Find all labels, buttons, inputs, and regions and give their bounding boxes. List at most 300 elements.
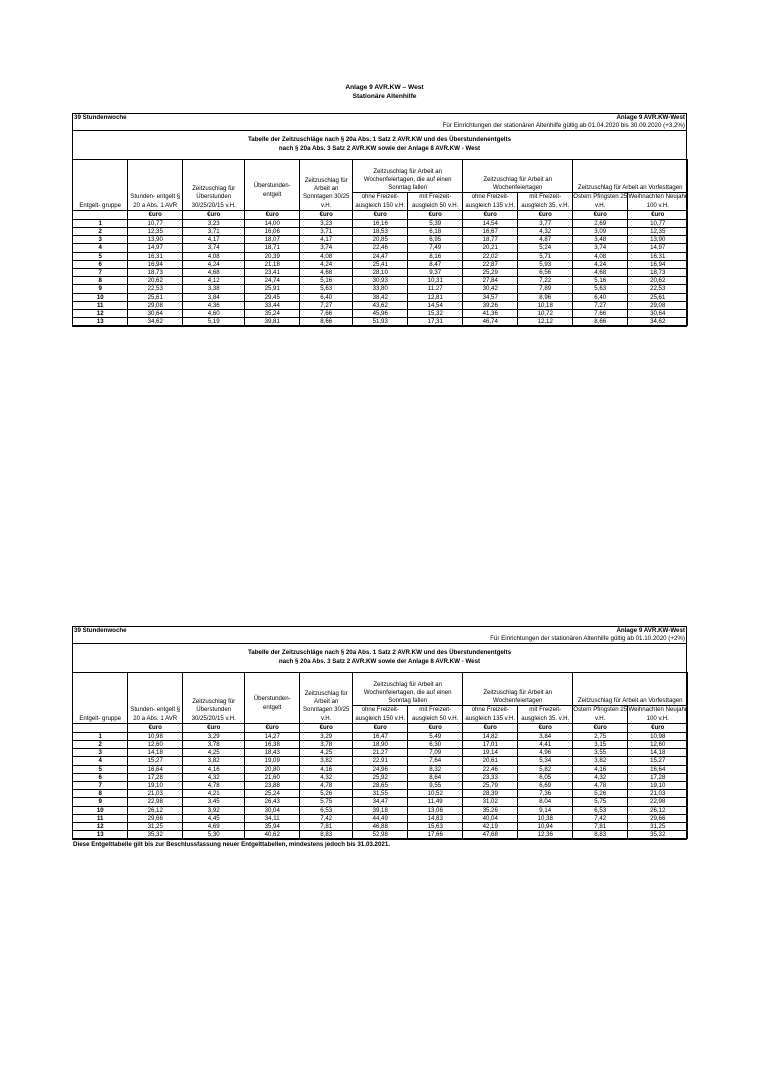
- value-cell: 5,26: [573, 790, 628, 798]
- value-cell: 18,77: [463, 236, 518, 244]
- value-cell: 4,78: [183, 781, 245, 789]
- col-header-hs-no-comp: ohne Freizeit- ausgleich 150 v.H.: [353, 706, 408, 723]
- value-cell: 34,57: [463, 293, 518, 301]
- table-row: [73, 740, 688, 748]
- value-cell: 9,55: [408, 781, 463, 789]
- value-cell: 26,43: [245, 798, 300, 806]
- value-cell: 8,32: [408, 765, 463, 773]
- value-cell: 22,98: [628, 798, 688, 806]
- value-cell: 30,93: [353, 277, 408, 285]
- value-cell: 3,29: [183, 732, 245, 740]
- annex-label: Anlage 9 AVR.KW-West: [616, 627, 685, 634]
- value-cell: 3,23: [183, 219, 245, 227]
- value-cell: 23,88: [245, 781, 300, 789]
- value-cell: 21,03: [128, 790, 183, 798]
- pay-group-cell: 11: [73, 301, 128, 309]
- value-cell: 10,77: [128, 219, 183, 227]
- value-cell: 3,71: [300, 227, 353, 235]
- value-cell: 10,77: [628, 219, 688, 227]
- value-cell: 39,26: [463, 301, 518, 309]
- value-cell: 17,28: [128, 773, 183, 781]
- table-title-line-1: Tabelle der Zeitzuschläge nach § 20a Abs. 1 Satz 2 AVR.KW und des Überstundenentgelts: [247, 649, 512, 657]
- unit-cell: €uro: [183, 210, 245, 219]
- value-cell: 12,60: [628, 740, 688, 748]
- value-cell: 16,64: [128, 765, 183, 773]
- pay-group-cell: 1: [73, 219, 128, 227]
- col-header-hs-no-comp: ohne Freizeit- ausgleich 150 v.H.: [353, 193, 408, 210]
- table-title-line-2: nach § 20a Abs. 3 Satz 2 AVR.KW sowie der Anlage 8 AVR.KW - West: [278, 145, 481, 153]
- value-cell: 22,46: [463, 765, 518, 773]
- value-cell: 3,84: [183, 293, 245, 301]
- value-cell: 6,95: [408, 236, 463, 244]
- value-cell: 8,66: [573, 318, 628, 326]
- value-cell: 6,69: [518, 781, 573, 789]
- value-cell: 8,96: [518, 293, 573, 301]
- pay-group-cell: 9: [73, 285, 128, 293]
- col-header-holiday-sunday: Zeitzuschlag für Arbeit an Wochenfeiertagen, die auf einen Sonntag fallen: [353, 160, 463, 193]
- value-cell: 35,24: [245, 309, 300, 317]
- table-frame: [72, 626, 687, 840]
- pay-group-cell: 7: [73, 781, 128, 789]
- value-cell: 35,26: [463, 806, 518, 814]
- value-cell: 28,39: [463, 790, 518, 798]
- unit-cell: €uro: [353, 723, 408, 732]
- value-cell: 3,74: [183, 244, 245, 252]
- value-cell: 10,31: [408, 277, 463, 285]
- value-cell: 5,39: [408, 219, 463, 227]
- value-cell: 18,43: [245, 749, 300, 757]
- col-header-eve-christmas: Weihnachten Neujahr 100 v.H.: [628, 706, 687, 722]
- value-cell: 15,27: [128, 757, 183, 765]
- value-cell: 4,68: [300, 268, 353, 276]
- table-row: [73, 732, 688, 740]
- col-header-eve: Zeitzuschlag für Arbeit an Vorfesttagen: [573, 673, 688, 706]
- pay-group-cell: 8: [73, 790, 128, 798]
- value-cell: 12,35: [128, 227, 183, 235]
- col-header-ot-pay: Überstunden- entgelt: [245, 673, 300, 723]
- value-cell: 31,25: [128, 822, 183, 830]
- value-cell: 26,12: [628, 806, 688, 814]
- value-cell: 47,68: [463, 831, 518, 839]
- value-cell: 3,82: [183, 757, 245, 765]
- table-row: [73, 268, 688, 276]
- table-row: [73, 236, 688, 244]
- value-cell: 11,49: [408, 798, 463, 806]
- value-cell: 34,11: [245, 814, 300, 822]
- table-row: [73, 309, 688, 317]
- value-cell: 24,47: [353, 252, 408, 260]
- col-header-eve-christmas: Weihnachten Neujahr 100 v.H.: [628, 193, 687, 209]
- value-cell: 3,48: [573, 236, 628, 244]
- value-cell: 3,71: [183, 227, 245, 235]
- table-row: [73, 798, 688, 806]
- col-header-sunday: Zeitzuschlag für Arbeit an Sonntagen 30/25 v.H.: [300, 160, 353, 210]
- table-row: [73, 260, 688, 268]
- unit-cell: €uro: [128, 210, 183, 219]
- value-cell: 34,62: [628, 318, 688, 326]
- unit-cell: [73, 723, 128, 732]
- col-header-hs-with-comp: mit Freizeit- ausgleich 50 v.H.: [408, 706, 463, 723]
- value-cell: 6,40: [300, 293, 353, 301]
- table-title: [73, 130, 686, 159]
- value-cell: 23,33: [463, 773, 518, 781]
- document-title: Anlage 9 AVR.KW – West: [345, 84, 424, 91]
- value-cell: 29,08: [128, 301, 183, 309]
- col-header-h-with-comp: mit Freizeit- ausgleich 35. v.H.: [518, 193, 573, 210]
- value-cell: 21,27: [353, 749, 408, 757]
- footnote: Diese Entgelttabelle gilt bis zur Beschlussfassung neuer Entgelttabellen, mindestens jedoch bis 31.03.2021.: [73, 841, 391, 849]
- value-cell: 25,24: [245, 790, 300, 798]
- value-cell: 18,07: [245, 236, 300, 244]
- value-cell: 7,49: [408, 244, 463, 252]
- value-cell: 8,16: [408, 252, 463, 260]
- value-cell: 34,47: [353, 798, 408, 806]
- pay-group-cell: 4: [73, 244, 128, 252]
- value-cell: 7,66: [573, 309, 628, 317]
- table-row: [73, 285, 688, 293]
- value-cell: 23,41: [245, 268, 300, 276]
- table-row: [73, 765, 688, 773]
- value-cell: 29,66: [628, 814, 688, 822]
- unit-cell: €uro: [463, 210, 518, 219]
- value-cell: 40,62: [245, 831, 300, 839]
- value-cell: 14,18: [628, 749, 688, 757]
- value-cell: 21,03: [628, 790, 688, 798]
- value-cell: 16,38: [245, 740, 300, 748]
- pay-group-cell: 3: [73, 236, 128, 244]
- value-cell: 4,16: [300, 765, 353, 773]
- value-cell: 17,28: [628, 773, 688, 781]
- week-label: 39 Stundenwoche: [74, 114, 127, 121]
- value-cell: 26,12: [128, 806, 183, 814]
- value-cell: 7,64: [408, 757, 463, 765]
- value-cell: 8,47: [408, 260, 463, 268]
- value-cell: 22,91: [353, 757, 408, 765]
- value-cell: 25,92: [353, 773, 408, 781]
- value-cell: 4,32: [300, 773, 353, 781]
- value-cell: 6,40: [573, 293, 628, 301]
- value-cell: 3,82: [300, 757, 353, 765]
- value-cell: 4,45: [183, 814, 245, 822]
- value-cell: 3,23: [300, 219, 353, 227]
- value-cell: 3,84: [518, 732, 573, 740]
- value-cell: 20,62: [628, 277, 688, 285]
- value-cell: 52,98: [353, 831, 408, 839]
- unit-cell: €uro: [628, 723, 688, 732]
- value-cell: 40,04: [463, 814, 518, 822]
- value-cell: 7,42: [300, 814, 353, 822]
- value-cell: 20,39: [245, 252, 300, 260]
- table-body: [73, 219, 688, 326]
- unit-cell: €uro: [573, 723, 628, 732]
- value-cell: 16,31: [128, 252, 183, 260]
- unit-cell: €uro: [128, 723, 183, 732]
- validity-text: Für Einrichtungen der stationären Altenhilfe gültig ab 01.10.2020 (+2%): [490, 635, 685, 643]
- value-cell: 31,02: [463, 798, 518, 806]
- value-cell: 4,87: [518, 236, 573, 244]
- value-cell: 10,72: [518, 309, 573, 317]
- surcharge-table: [72, 672, 688, 839]
- pay-group-cell: 8: [73, 277, 128, 285]
- table-row: [73, 301, 688, 309]
- value-cell: 8,83: [573, 831, 628, 839]
- unit-cell: €uro: [245, 723, 300, 732]
- value-cell: 41,36: [463, 309, 518, 317]
- value-cell: 4,68: [183, 268, 245, 276]
- pay-group-cell: 12: [73, 822, 128, 830]
- value-cell: 44,49: [353, 814, 408, 822]
- value-cell: 7,27: [300, 301, 353, 309]
- table-row: [73, 219, 688, 227]
- value-cell: 4,32: [573, 773, 628, 781]
- pay-group-cell: 2: [73, 740, 128, 748]
- unit-cell: €uro: [408, 723, 463, 732]
- pay-group-cell: 3: [73, 749, 128, 757]
- col-header-hs-with-comp: mit Freizeit- ausgleich 50 v.H.: [408, 193, 463, 210]
- value-cell: 7,81: [300, 822, 353, 830]
- value-cell: 12,81: [408, 293, 463, 301]
- value-cell: 5,19: [183, 318, 245, 326]
- col-header-eve: Zeitzuschlag für Arbeit an Vorfesttagen: [573, 160, 688, 193]
- value-cell: 3,09: [573, 227, 628, 235]
- value-cell: 14,82: [463, 732, 518, 740]
- value-cell: 6,53: [573, 806, 628, 814]
- value-cell: 21,18: [245, 260, 300, 268]
- table-frame: [72, 113, 687, 327]
- value-cell: 25,29: [463, 268, 518, 276]
- pay-group-cell: 6: [73, 773, 128, 781]
- value-cell: 38,42: [353, 293, 408, 301]
- value-cell: 19,09: [245, 757, 300, 765]
- value-cell: 16,64: [628, 765, 688, 773]
- value-cell: 7,09: [408, 749, 463, 757]
- value-cell: 3,78: [300, 740, 353, 748]
- value-cell: 18,90: [353, 740, 408, 748]
- table-row: [73, 252, 688, 260]
- value-cell: 7,89: [518, 285, 573, 293]
- value-cell: 30,42: [463, 285, 518, 293]
- week-label: 39 Stundenwoche: [74, 627, 127, 634]
- value-cell: 5,26: [300, 790, 353, 798]
- value-cell: 7,81: [573, 822, 628, 830]
- value-cell: 16,94: [628, 260, 688, 268]
- value-cell: 4,41: [518, 740, 573, 748]
- value-cell: 5,34: [518, 757, 573, 765]
- value-cell: 2,69: [573, 219, 628, 227]
- value-cell: 39,81: [245, 318, 300, 326]
- value-cell: 7,66: [300, 309, 353, 317]
- value-cell: 3,82: [573, 757, 628, 765]
- value-cell: 5,16: [300, 277, 353, 285]
- value-cell: 5,30: [183, 831, 245, 839]
- value-cell: 21,60: [245, 773, 300, 781]
- value-cell: 42,19: [463, 822, 518, 830]
- value-cell: 4,25: [183, 749, 245, 757]
- value-cell: 33,80: [353, 285, 408, 293]
- value-cell: 28,10: [353, 268, 408, 276]
- value-cell: 17,31: [408, 318, 463, 326]
- value-cell: 4,32: [518, 227, 573, 235]
- value-cell: 4,69: [183, 822, 245, 830]
- col-header-sunday: Zeitzuschlag für Arbeit an Sonntagen 30/25 v.H.: [300, 673, 353, 723]
- value-cell: 5,63: [300, 285, 353, 293]
- value-cell: 25,79: [463, 781, 518, 789]
- value-cell: 46,74: [463, 318, 518, 326]
- document-subtitle: Stationäre Altenhilfe: [352, 92, 417, 100]
- value-cell: 5,93: [518, 260, 573, 268]
- value-cell: 16,06: [245, 227, 300, 235]
- unit-cell: €uro: [463, 723, 518, 732]
- value-cell: 5,75: [573, 798, 628, 806]
- value-cell: 22,53: [128, 285, 183, 293]
- col-header-holiday: Zeitzuschlag für Arbeit an Wochenfeiertagen: [463, 160, 573, 193]
- value-cell: 3,15: [573, 740, 628, 748]
- value-cell: 4,12: [183, 277, 245, 285]
- value-cell: 22,46: [353, 244, 408, 252]
- col-header-h-no-comp: ohne Freizeit- ausgleich 135 v.H.: [463, 706, 518, 723]
- value-cell: 6,30: [408, 740, 463, 748]
- value-cell: 35,32: [628, 831, 688, 839]
- surcharge-table-block-1: [72, 113, 687, 327]
- pay-group-cell: 13: [73, 831, 128, 839]
- unit-cell: €uro: [353, 210, 408, 219]
- value-cell: 16,94: [128, 260, 183, 268]
- value-cell: 15,27: [628, 757, 688, 765]
- value-cell: 19,10: [628, 781, 688, 789]
- value-cell: 6,05: [518, 773, 573, 781]
- col-header-h-no-comp: ohne Freizeit- ausgleich 135 v.H.: [463, 193, 518, 210]
- unit-cell: €uro: [245, 210, 300, 219]
- col-header-ot-supplement: Zeitzuschlag für Überstunden 30/25/20/15 v.H.: [183, 673, 245, 723]
- value-cell: 12,60: [128, 740, 183, 748]
- unit-cell: €uro: [518, 723, 573, 732]
- value-cell: 2,75: [573, 732, 628, 740]
- value-cell: 5,49: [408, 732, 463, 740]
- value-cell: 14,97: [128, 244, 183, 252]
- table-title-line-2: nach § 20a Abs. 3 Satz 2 AVR.KW sowie der Anlage 8 AVR.KW - West: [278, 658, 481, 666]
- value-cell: 4,08: [183, 252, 245, 260]
- value-cell: 29,08: [628, 301, 688, 309]
- value-cell: 6,18: [408, 227, 463, 235]
- value-cell: 10,98: [628, 732, 688, 740]
- value-cell: 8,83: [300, 831, 353, 839]
- table-title-line-1: Tabelle der Zeitzuschläge nach § 20a Abs. 1 Satz 2 AVR.KW und des Überstundenentgelts: [247, 136, 512, 144]
- unit-cell: €uro: [408, 210, 463, 219]
- value-cell: 22,87: [463, 260, 518, 268]
- unit-cell: €uro: [573, 210, 628, 219]
- col-header-ot-pay: Überstunden- entgelt: [245, 160, 300, 210]
- table-row: [73, 277, 688, 285]
- value-cell: 16,31: [628, 252, 688, 260]
- value-cell: 30,64: [628, 309, 688, 317]
- value-cell: 43,62: [353, 301, 408, 309]
- value-cell: 5,63: [573, 285, 628, 293]
- pay-group-cell: 13: [73, 318, 128, 326]
- value-cell: 25,61: [128, 293, 183, 301]
- col-header-group: Entgelt- gruppe: [73, 673, 128, 723]
- pay-group-cell: 5: [73, 252, 128, 260]
- value-cell: 3,38: [183, 285, 245, 293]
- value-cell: 25,61: [628, 293, 688, 301]
- pay-group-cell: 2: [73, 227, 128, 235]
- value-cell: 4,96: [518, 749, 573, 757]
- table-row: [73, 814, 688, 822]
- value-cell: 4,17: [300, 236, 353, 244]
- col-header-ot-supplement: Zeitzuschlag für Überstunden 30/25/20/15 v.H.: [183, 160, 245, 210]
- unit-cell: €uro: [300, 210, 353, 219]
- value-cell: 18,71: [245, 244, 300, 252]
- value-cell: 14,97: [628, 244, 688, 252]
- value-cell: 24,74: [245, 277, 300, 285]
- value-cell: 5,16: [573, 277, 628, 285]
- col-header-holiday-sunday: Zeitzuschlag für Arbeit an Wochenfeiertagen, die auf einen Sonntag fallen: [353, 673, 463, 706]
- value-cell: 3,29: [300, 732, 353, 740]
- value-cell: 19,10: [128, 781, 183, 789]
- value-cell: 12,35: [628, 227, 688, 235]
- value-cell: 16,16: [353, 219, 408, 227]
- value-cell: 31,25: [628, 822, 688, 830]
- value-cell: 14,83: [408, 814, 463, 822]
- value-cell: 15,32: [408, 309, 463, 317]
- table-row: [73, 227, 688, 235]
- value-cell: 19,14: [463, 749, 518, 757]
- value-cell: 3,78: [183, 740, 245, 748]
- unit-cell: €uro: [628, 210, 688, 219]
- value-cell: 5,75: [300, 798, 353, 806]
- value-cell: 4,16: [183, 765, 245, 773]
- value-cell: 28,65: [353, 781, 408, 789]
- unit-cell: €uro: [300, 723, 353, 732]
- validity-text: Für Einrichtungen der stationären Altenhilfe gültig ab 01.04.2020 bis 30.09.2020 (+3,2%): [442, 122, 685, 130]
- value-cell: 12,12: [518, 318, 573, 326]
- value-cell: 35,94: [245, 822, 300, 830]
- value-cell: 14,54: [408, 301, 463, 309]
- value-cell: 4,78: [573, 781, 628, 789]
- value-cell: 4,08: [300, 252, 353, 260]
- value-cell: 12,36: [518, 831, 573, 839]
- value-cell: 3,77: [518, 219, 573, 227]
- value-cell: 16,47: [353, 732, 408, 740]
- annex-label: Anlage 9 AVR.KW-West: [616, 114, 685, 121]
- col-header-group: Entgelt- gruppe: [73, 160, 128, 210]
- pay-group-cell: 5: [73, 765, 128, 773]
- pay-group-cell: 1: [73, 732, 128, 740]
- value-cell: 3,55: [573, 749, 628, 757]
- value-cell: 30,04: [245, 806, 300, 814]
- col-header-holiday: Zeitzuschlag für Arbeit an Wochenfeiertagen: [463, 673, 573, 706]
- value-cell: 4,24: [300, 260, 353, 268]
- value-cell: 7,36: [518, 790, 573, 798]
- value-cell: 9,37: [408, 268, 463, 276]
- value-cell: 4,16: [573, 765, 628, 773]
- value-cell: 14,00: [245, 219, 300, 227]
- document-header: [0, 84, 769, 101]
- value-cell: 7,22: [518, 277, 573, 285]
- value-cell: 24,96: [353, 765, 408, 773]
- value-cell: 10,38: [518, 814, 573, 822]
- value-cell: 8,64: [408, 773, 463, 781]
- value-cell: 31,55: [353, 790, 408, 798]
- value-cell: 4,36: [183, 301, 245, 309]
- value-cell: 4,60: [183, 309, 245, 317]
- value-cell: 10,18: [518, 301, 573, 309]
- value-cell: 20,62: [128, 277, 183, 285]
- value-cell: 14,18: [128, 749, 183, 757]
- value-cell: 3,74: [300, 244, 353, 252]
- value-cell: 17,66: [408, 831, 463, 839]
- pay-group-cell: 11: [73, 814, 128, 822]
- value-cell: 16,67: [463, 227, 518, 235]
